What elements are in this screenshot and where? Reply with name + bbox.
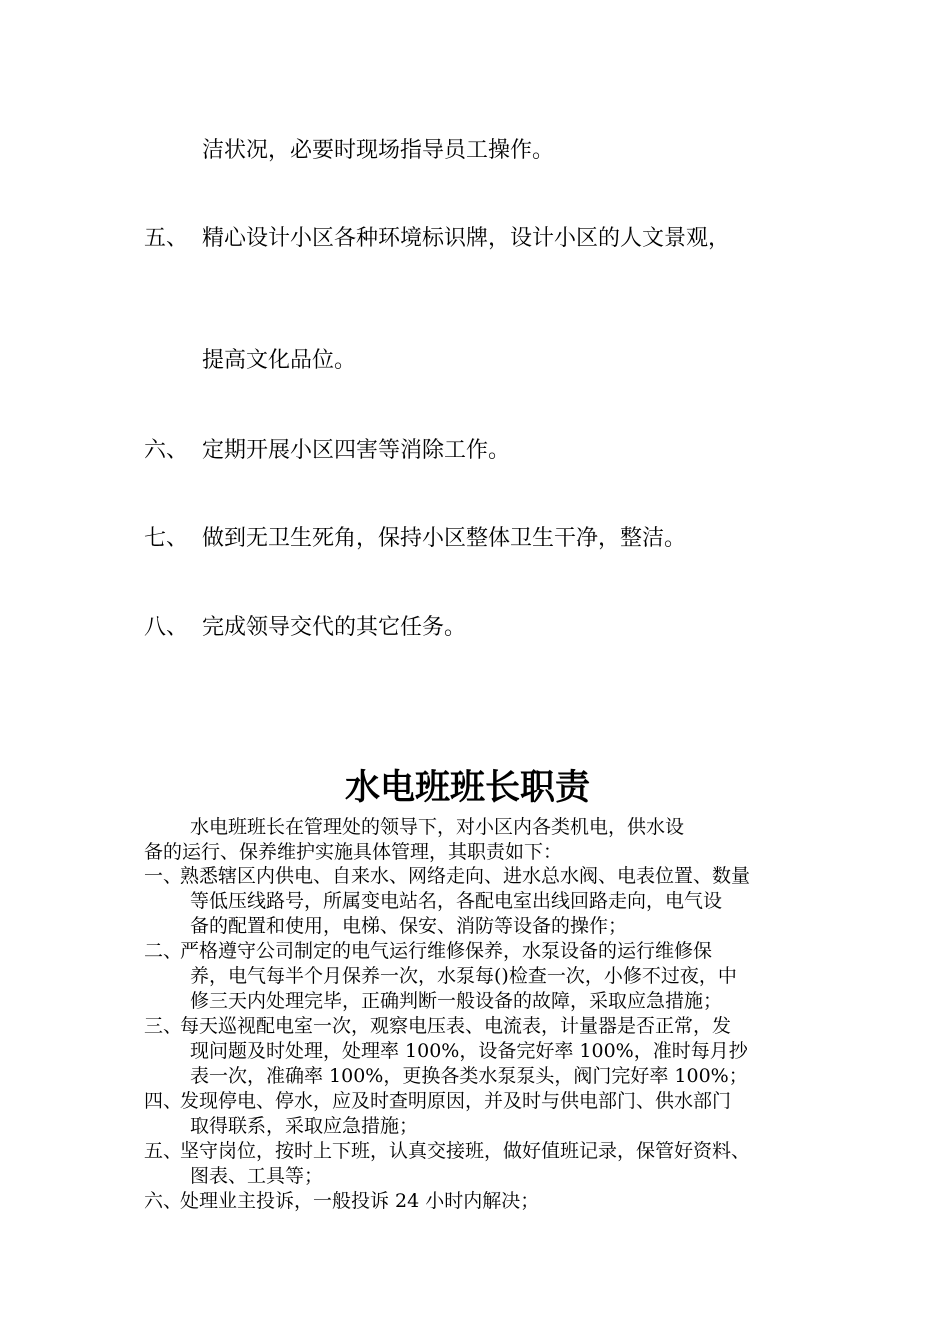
duty-item-2-line-3: 修三天内处理完毕，正确判断一般设备的故障，采取应急措施； xyxy=(190,990,723,1012)
upper-item-5-number: 五、 xyxy=(144,226,189,251)
duty-item-6-line-1: 处理业主投诉，一般投诉 24 小时内解决； xyxy=(180,1190,540,1212)
duty-item-3-number: 三、 xyxy=(144,1015,183,1037)
duty-item-6 xyxy=(144,1189,810,1214)
upper-item-8-number: 八、 xyxy=(144,615,189,640)
duty-item-1-number: 一、 xyxy=(144,865,183,887)
upper-item-5-text: 精心设计小区各种环境标识牌，设计小区的人文景观， xyxy=(202,226,731,251)
duty-item-1-line-2: 等低压线路号，所属变电站名，各配电室出线回路走向，电气设 xyxy=(190,890,723,912)
duty-list xyxy=(144,864,810,1214)
upper-item-8 xyxy=(144,613,466,643)
duty-item-4-line-2: 取得联系，采取应急措施； xyxy=(190,1115,419,1137)
duty-item-3 xyxy=(144,1014,810,1089)
upper-item-5 xyxy=(144,224,730,254)
upper-item-8-text: 完成领导交代的其它任务。 xyxy=(202,615,467,640)
upper-item4-continuation: 洁状况，必要时现场指导员工操作。 xyxy=(202,138,555,163)
duty-item-2-line-2: 养，电气每半个月保养一次，水泵每()检查一次，小修不过夜，中 xyxy=(190,965,737,987)
duty-item-1 xyxy=(144,864,810,939)
upper-item-6-number: 六、 xyxy=(144,438,189,463)
upper-item-6 xyxy=(144,436,510,466)
upper-item-5-continuation: 提高文化品位。 xyxy=(202,348,357,373)
section-title: 水电班班长职责 xyxy=(344,768,590,808)
duty-item-2 xyxy=(144,939,810,1014)
duty-item-3-line-1: 每天巡视配电室一次，观察电压表、电流表，计量器是否正常，发 xyxy=(180,1015,732,1037)
duty-item-4-line-1: 发现停电、停水，应及时查明原因，并及时与供电部门、供水部门 xyxy=(180,1090,732,1112)
section-intro xyxy=(144,815,810,865)
duty-item-5-line-2: 图表、工具等； xyxy=(190,1165,324,1187)
duty-item-4 xyxy=(144,1089,810,1139)
duty-item-4-number: 四、 xyxy=(144,1090,183,1112)
duty-item-1-line-1: 熟悉辖区内供电、自来水、网络走向、进水总水阀、电表位置、数量 xyxy=(180,865,751,887)
intro-line-1: 水电班班长在管理处的领导下，对小区内各类机电，供水设 xyxy=(190,816,685,838)
duty-item-5-number: 五、 xyxy=(144,1140,183,1162)
duty-item-6-number: 六、 xyxy=(144,1190,183,1212)
duty-item-2-number: 二、 xyxy=(144,940,183,962)
upper-item-6-text: 定期开展小区四害等消除工作。 xyxy=(202,438,511,463)
intro-line-2: 备的运行、保养维护实施具体管理，其职责如下： xyxy=(144,841,563,863)
upper-item-7-number: 七、 xyxy=(144,526,189,551)
duty-item-5-line-1: 坚守岗位，按时上下班，认真交接班，做好值班记录，保管好资料、 xyxy=(180,1140,751,1162)
duty-item-3-line-3: 表一次，准确率 100%，更换各类水泵泵头，阀门完好率 100%； xyxy=(190,1065,748,1087)
duty-item-3-line-2: 现问题及时处理，处理率 100%，设备完好率 100%，准时每月抄 xyxy=(190,1040,748,1062)
duty-item-1-line-3: 备的配置和使用，电梯、保安、消防等设备的操作； xyxy=(190,915,628,937)
upper-item-7-text: 做到无卫生死角，保持小区整体卫生干净，整洁。 xyxy=(202,526,687,551)
duty-item-5 xyxy=(144,1139,810,1189)
duty-item-2-line-1: 严格遵守公司制定的电气运行维修保养，水泵设备的运行维修保 xyxy=(180,940,713,962)
upper-item-7 xyxy=(144,524,686,554)
